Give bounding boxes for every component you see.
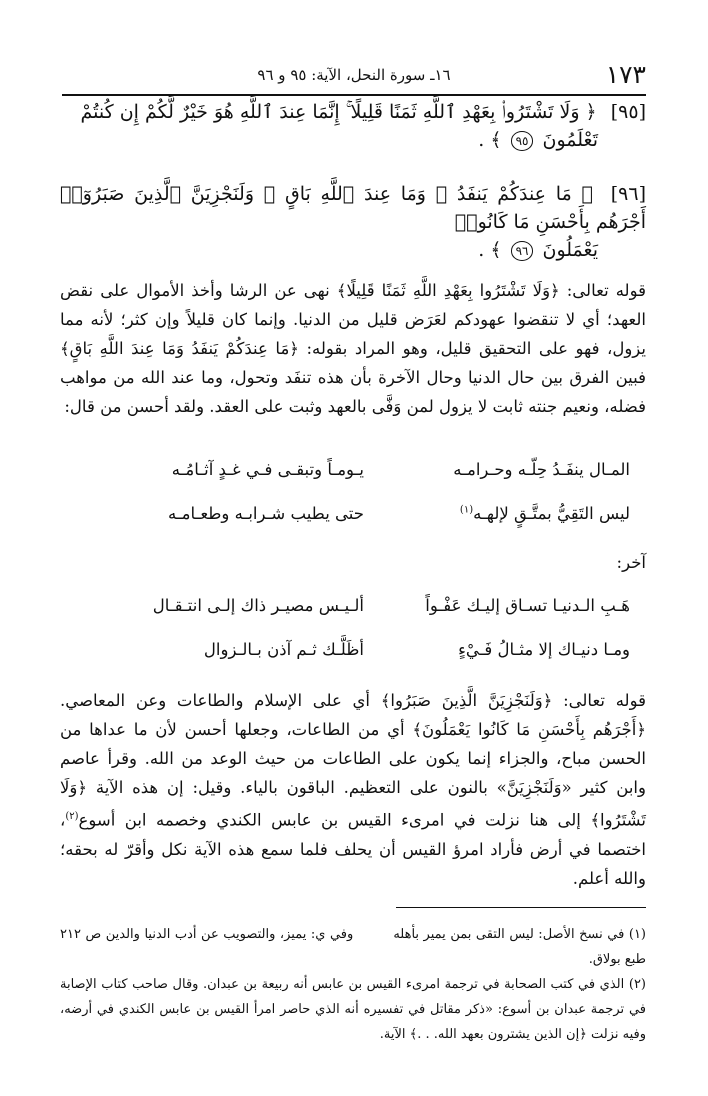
page-number: ١٧٣ (605, 60, 646, 89)
page-header (62, 54, 646, 94)
poem-verse (78, 596, 630, 640)
commentary-paragraph-2: قوله تعالى: ﴿وَلَنَجْزِيَنَّ الَّذِينَ صَبَرُوا﴾ أي على الإسلام والطاعات وعن المعاصي. ﴿أَجْرَهُم بِأَحْسَنِ مَا كَانُوا يَعْمَلُونَ﴾ أي من الطاعات، وجعلها أحسن لأن ما عداها من الحسن مباح، والجزاء إنما يكون على الطاعات من حيث الوعد من الله. وقرأ عاصم وابن كثير «وَلَنَجْزِيَنَّ» بالنون على التعظيم. الباقون بالياء. وقيل: إن هذه الآية ﴿وَلَا تَشْتَرُوا﴾ إلى هنا نزلت في امرىء القيس بن عابس الكندي وخصمه ابن أسوع$^{(٢)}$، اختصما في أرض فأراد امرؤ القيس أن يحلف فلما سمع هذه الآية نكل وأقرّ له بحقه؛ والله أعلم. (60, 691, 646, 888)
header-rule (62, 94, 646, 96)
hemistich-first: المـال ينفَـدُ حِلّـه وحـرامـه (453, 460, 630, 479)
poem-label: آخر: (616, 553, 646, 572)
hemistich-first: ومـا دنيـاك إلا مثـالُ فَـيْءٍ (458, 640, 630, 659)
verse-text-end: تَعْلَمُونَ (542, 129, 598, 151)
hemistich-first: هَـبِ الـدنيـا تسـاق إليـك عَفْـواً (425, 596, 630, 615)
hemistich-second: أظَلَّـك ثـم آذن بـالـزوال (203, 640, 364, 659)
verse-close: ﴾ . (478, 129, 502, 151)
hemistich-second: ألـيـس مصيـر ذاك إلـى انتـقـال (152, 596, 364, 615)
hemistich-first: ليس التَقِيُّ بمتَّـقٍ لإلهـه$^{(١)}$ (459, 504, 630, 523)
poem-verse (78, 640, 630, 684)
footnote-ref: (١) (459, 504, 474, 516)
ayah-end-ornament: ٩٦ (511, 241, 534, 261)
poem-2 (78, 596, 630, 684)
verse-text-line1: ﴿ وَلَا تَشْتَرُوا۟ بِعَهْدِ ٱللَّهِ ثَمَنًا قَلِيلًا ۚ إِنَّمَا عِندَ ٱللَّهِ هُوَ خَيْرٌ لَّكُمْ إِن كُنتُمْ (80, 101, 597, 123)
hemistich-second: حتى يطيب شـرابـه وطعـامـه (167, 504, 364, 523)
verse-95 (60, 98, 646, 154)
commentary-paragraph-1: قوله تعالى: ﴿وَلَا تَشْتَرُوا بِعَهْدِ اللَّهِ ثَمَنًا قَلِيلًا﴾ نهى عن الرشا وأخذ الأموال على نقض العهد؛ أي لا تنقضوا عهودكم لعَرَض قليل من الدنيا. وإنما كان قليلاً وإن كثر؛ لأنه مما يزول، فهو على التحقيق قليل، وهو المراد بقوله: ﴿مَا عِندَكُمْ يَنفَدُ وَمَا عِندَ اللَّهِ بَاقٍ﴾ فبين الفرق بين حال الدنيا وحال الآخرة بأن هذه تنفَد وتحول، وما عند الله من مواهب فضله، ونعيم جنته ثابت لا يزول لمن وَفَّى بالعهد وثبت على العقد. ولقد أحسن من قال: (60, 281, 646, 416)
verse-96 (60, 180, 646, 264)
running-title: ١٦ـ سورة النحل، الآية: ٩٥ و ٩٦ (257, 66, 451, 84)
verse-text-line2 (60, 126, 646, 154)
footnote-ref: (٢) (65, 811, 79, 822)
verse-number: [٩٦] (610, 183, 646, 205)
hemistich-second: يـومـاً وتبقـى فـي غـدٍ آثـامُـه (171, 460, 364, 479)
footnote-separator (396, 907, 646, 908)
footnote-1: (١) في نسخ الأصل: ليس التقى بمن يمير بأهلهوفي ي: يميز، والتصويب عن أدب الدنيا والدين ص ٢١٢ طبع بولاق. (60, 927, 646, 967)
verse-text-end: يَعْمَلُونَ (542, 239, 598, 261)
footnotes (60, 922, 646, 1047)
poem-verse (78, 504, 630, 548)
verse-text-line1: ﴿ مَا عِندَكُمْ يَنفَدُ ۖ وَمَا عِندَ ٱللَّهِ بَاقٍ ۗ وَلَنَجْزِيَنَّ ٱلَّذِينَ صَبَرُوٓا۟ أَجْرَهُم بِأَحْسَنِ مَا كَانُوا۟ (60, 183, 646, 233)
poem-1 (78, 460, 630, 548)
verse-close: ﴾ . (478, 239, 502, 261)
footnote-2: (٢) الذي في كتب الصحابة في ترجمة امرىء القيس بن عابس أنه ربيعة بن عبدان. وقال صاحب كتاب الإصابة في ترجمة عبدان بن أسوع: «ذكر مقاتل في تفسيره أنه الذي حاصر امرأ القيس بن عابس الكندي في أرضه، وفيه نزلت ﴿إن الذين يشترون بعهد الله. . .﴾ الآية. (60, 977, 646, 1042)
verse-text-line2 (60, 236, 646, 264)
ayah-end-ornament: ٩٥ (511, 131, 534, 151)
verse-number: [٩٥] (610, 101, 646, 123)
poem-verse (78, 460, 630, 504)
